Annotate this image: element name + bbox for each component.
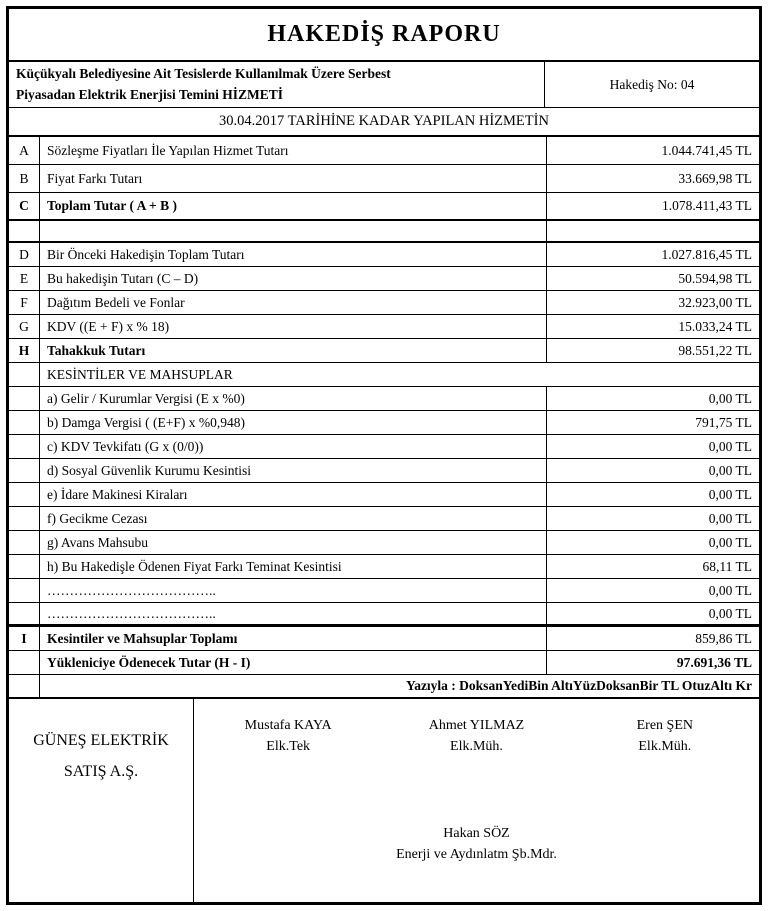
row-label-empty (40, 221, 546, 241)
row-label: h) Bu Hakedişle Ödenen Fiyat Farkı Teminat Kesintisi (47, 558, 342, 574)
row-label: ……………………………….. (47, 605, 216, 621)
row-letter-empty (9, 387, 40, 410)
row-letter-empty (9, 555, 40, 578)
row-value: 0,00 TL (546, 387, 759, 410)
row-value: 98.551,22 TL (546, 339, 759, 362)
row-value: 33.669,98 TL (546, 165, 759, 192)
row-label: f) Gecikme Cezası (47, 510, 148, 526)
row-letter: G (9, 315, 40, 338)
row-value: 0,00 TL (546, 459, 759, 482)
contractor-company (9, 699, 194, 902)
approver-title: Enerji ve Aydınlatm Şb.Mdr. (396, 847, 557, 862)
row-value: 1.078.411,43 TL (546, 193, 759, 219)
signers-row (194, 715, 759, 757)
row-letter-empty (9, 435, 40, 458)
row-label: c) KDV Tevkifatı (G x (0/0)) (47, 438, 204, 454)
row-letter-empty (9, 507, 40, 530)
row-letter-empty (9, 221, 40, 241)
table-row (9, 291, 759, 315)
table-row (9, 531, 759, 555)
row-letter-empty (9, 531, 40, 554)
company-name-line1: GÜNEŞ ELEKTRİK (33, 732, 169, 749)
deductions-section-header: KESİNTİLER VE MAHSUPLAR (47, 366, 233, 382)
row-value: 0,00 TL (546, 435, 759, 458)
project-description-line1: Küçükyalı Belediyesine Ait Tesislerde Kullanılmak Üzere Serbest (16, 65, 391, 81)
row-value: 32.923,00 TL (546, 291, 759, 314)
report-number: Hakediş No: 04 (609, 76, 695, 92)
table-row (9, 243, 759, 267)
row-value: 791,75 TL (546, 411, 759, 434)
signer-name: Ahmet YILMAZ (428, 718, 525, 733)
signature-section (9, 699, 759, 902)
row-label: Bir Önceki Hakedişin Toplam Tutarı (47, 246, 245, 262)
row-label: e) İdare Makinesi Kiraları (47, 486, 188, 502)
row-letter-empty (9, 411, 40, 434)
company-name-line2: SATIŞ A.Ş. (63, 763, 139, 781)
signer-title: Elk.Tek (266, 739, 311, 754)
amount-in-words: Yazıyla : DoksanYediBin AltıYüzDoksanBir TL OtuzAltı Kr (405, 678, 752, 693)
row-letter: A (9, 137, 40, 164)
row-label: b) Damga Vergisi ( (E+F) x %0,948) (47, 414, 245, 430)
table-row (9, 507, 759, 531)
row-label: KDV ((E + F) x % 18) (47, 318, 170, 334)
row-label: d) Sosyal Güvenlik Kurumu Kesintisi (47, 462, 251, 478)
table-row (9, 339, 759, 363)
row-value: 15.033,24 TL (546, 315, 759, 338)
row-value: 0,00 TL (546, 531, 759, 554)
row-label: Sözleşme Fiyatları İle Yapılan Hizmet Tutarı (47, 142, 289, 158)
signer-block (382, 715, 570, 757)
signer-block (194, 715, 382, 757)
signer-name: Mustafa KAYA (244, 718, 332, 733)
table-row (9, 459, 759, 483)
row-value: 50.594,98 TL (546, 267, 759, 290)
table-row (9, 483, 759, 507)
table-row (9, 315, 759, 339)
deductions-section-header-row (9, 363, 759, 387)
table-row (9, 267, 759, 291)
period-header: 30.04.2017 TARİHİNE KADAR YAPILAN HİZMETİN (9, 108, 759, 137)
row-letter: F (9, 291, 40, 314)
approver-block (194, 823, 759, 865)
report-title: HAKEDİŞ RAPORU (9, 9, 759, 62)
row-value: 0,00 TL (546, 603, 759, 624)
row-letter: H (9, 339, 40, 362)
spacer-row (9, 221, 759, 243)
table-row (9, 165, 759, 193)
row-value: 0,00 TL (546, 579, 759, 602)
table-row (9, 435, 759, 459)
row-letter-empty (9, 363, 40, 386)
row-letter: D (9, 243, 40, 266)
signer-title: Elk.Müh. (450, 739, 503, 754)
row-value-empty (546, 221, 759, 241)
amount-in-words-row (9, 675, 759, 699)
row-value: 97.691,36 TL (546, 651, 759, 674)
row-letter-empty (9, 579, 40, 602)
row-value: 68,11 TL (546, 555, 759, 578)
row-value: 1.027.816,45 TL (546, 243, 759, 266)
signer-block (571, 715, 759, 757)
row-label: Kesintiler ve Mahsuplar Toplamı (47, 630, 238, 646)
deductions-total-row (9, 627, 759, 651)
row-value: 0,00 TL (546, 483, 759, 506)
row-letter: I (9, 627, 40, 650)
row-label: Dağıtım Bedeli ve Fonlar (47, 294, 185, 310)
row-label: g) Avans Mahsubu (47, 534, 148, 550)
project-info-row (9, 62, 759, 108)
table-row (9, 579, 759, 603)
approver-name: Hakan SÖZ (443, 826, 510, 841)
row-label: Tahakkuk Tutarı (47, 342, 146, 358)
table-row (9, 555, 759, 579)
row-letter: B (9, 165, 40, 192)
row-letter: E (9, 267, 40, 290)
row-value: 0,00 TL (546, 507, 759, 530)
signer-name: Eren ŞEN (636, 718, 694, 733)
row-label: a) Gelir / Kurumlar Vergisi (E x %0) (47, 390, 245, 406)
row-label: Fiyat Farkı Tutarı (47, 170, 143, 186)
signer-title: Elk.Müh. (638, 739, 692, 754)
row-label: ……………………………….. (47, 582, 216, 598)
row-value: 859,86 TL (546, 627, 759, 650)
row-label: Toplam Tutar ( A + B ) (47, 198, 177, 213)
project-description (9, 62, 545, 107)
row-letter-empty (9, 675, 40, 697)
table-row (9, 387, 759, 411)
row-label: Yükleniciye Ödenecek Tutar (H - I) (47, 654, 251, 670)
project-description-line2: Piyasadan Elektrik Enerjisi Temini HİZMETİ (16, 86, 284, 102)
table-row (9, 603, 759, 627)
row-letter-empty (9, 603, 40, 624)
row-letter: C (9, 193, 40, 219)
row-label: Bu hakedişin Tutarı (C – D) (47, 270, 199, 286)
hakedis-report-table (6, 6, 762, 905)
payable-total-row (9, 651, 759, 675)
table-row (9, 137, 759, 165)
row-letter-empty (9, 483, 40, 506)
signers-area (194, 699, 759, 902)
table-row (9, 411, 759, 435)
row-value: 1.044.741,45 TL (546, 137, 759, 164)
table-row (9, 193, 759, 221)
row-letter-empty (9, 459, 40, 482)
row-letter-empty (9, 651, 40, 674)
